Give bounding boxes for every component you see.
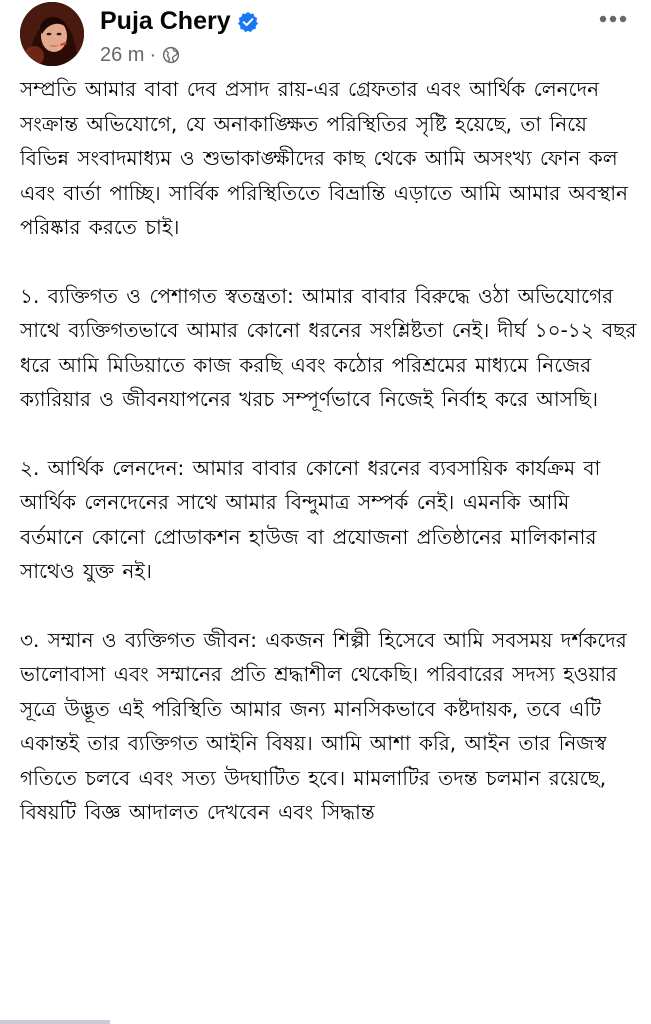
- author-avatar[interactable]: [20, 2, 84, 66]
- author-name[interactable]: Puja Chery: [100, 7, 231, 35]
- post-meta: [100, 42, 180, 68]
- scroll-indicator: [0, 1020, 110, 1024]
- more-options-icon[interactable]: [593, 4, 633, 34]
- post-paragraph-1: ১. ব্যক্তিগত ও পেশাগত স্বতন্ত্রতা: আমার বাবার বিরুদ্ধে ওঠা অভিযোগের সাথে ব্যক্তিগতভাবে আমার কোনো ধরনের সংশ্লিষ্টতা নেই। দীর্ঘ ১০-১২ বছর ধরে আমি মিডিয়াতে কাজ করছি এবং কঠোর পরিশ্রমের মাধ্যমে নিজের ক্যারিয়ার ও জীবনযাপনের খরচ সম্পূর্ণভাবে নিজেই নির্বাহ করে আসছি।: [20, 283, 637, 411]
- verified-badge-icon: [237, 11, 259, 33]
- globe-icon[interactable]: [162, 46, 180, 64]
- post-timestamp[interactable]: 26 m: [100, 43, 145, 66]
- post-paragraph-2: ২. আর্থিক লেনদেন: আমার বাবার কোনো ধরনের ব্যবসায়িক কার্যক্রম বা আর্থিক লেনদেনের সাথে আমার বিন্দুমাত্র সম্পর্ক নেই। এমনকি আমি বর্তমানে কোনো প্রোডাকশন হাউজ বা প্রযোজনা প্রতিষ্ঠানের মালিকানার সাথেও যুক্ত নই।: [20, 455, 601, 583]
- post-header: [0, 0, 651, 80]
- post-paragraph-intro: সম্প্রতি আমার বাবা দেব প্রসাদ রায়-এর গ্রেফতার এবং আর্থিক লেনদেন সংক্রান্ত অভিযোগে, যে অনাকাঙ্ক্ষিত পরিস্থিতির সৃষ্টি হয়েছে, তা নিয়ে বিভিন্ন সংবাদমাধ্যম ও শুভাকাঙ্ক্ষীদের কাছ থেকে আমি অসংখ্য ফোন কল এবং বার্তা পাচ্ছি। সার্বিক পরিস্থিতিতে বিভ্রান্তি এড়াতে আমি আমার অবস্থান পরিষ্কার করতে চাই।: [20, 77, 628, 239]
- post-text: [20, 72, 638, 864]
- meta-separator: ·: [149, 43, 157, 66]
- post-paragraph-3: ৩. সম্মান ও ব্যক্তিগত জীবন: একজন শিল্পী হিসেবে আমি সবসময় দর্শকদের ভালোবাসা এবং সম্মানের প্রতি শ্রদ্ধাশীল থেকেছি। পরিবারের সদস্য হওয়ার সূত্রে উদ্ভূত এই পরিস্থিতি আমার জন্য মানসিকভাবে কষ্টদায়ক, তবে এটি একান্তই তার ব্যক্তিগত আইনি বিষয়। আমি আশা করি, আইন তার নিজস্ব গতিতে চলবে এবং সত্য উদঘাটিত হবে। মামলাটির তদন্ত চলমান রয়েছে, বিষয়টি বিজ্ঞ আদালত দেখবেন এবং সিদ্ধান্ত: [20, 627, 627, 824]
- avatar-photo: [20, 2, 84, 66]
